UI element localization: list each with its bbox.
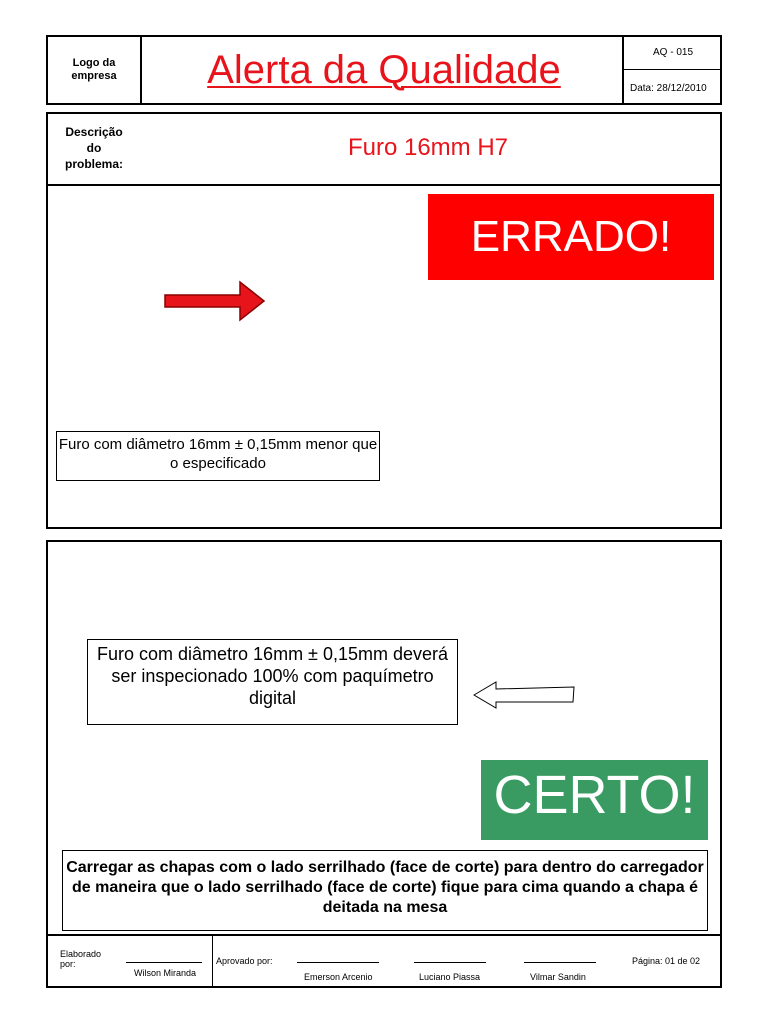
approval-footer: [46, 936, 722, 988]
instruction-box: Carregar as chapas com o lado serrilhado (face de corte) para dentro do carregador de maneira que o lado serrilhado (face de corte) fique para cima quando a chapa é deitada na mesa: [62, 850, 708, 931]
signature-line: [524, 962, 596, 963]
problem-value: Furo 16mm H7: [347, 134, 509, 161]
right-banner: [481, 760, 708, 840]
code-cell: [622, 37, 722, 103]
approved-label: Aprovado por:: [216, 956, 273, 966]
document-code: AQ - 015: [652, 47, 694, 58]
approver-name: Luciano Piassa: [419, 972, 481, 982]
wrong-banner: [428, 194, 714, 280]
signature-line: [297, 962, 379, 963]
problem-label-text: Descrição do problema:: [64, 125, 123, 171]
wrong-banner-text: ERRADO!: [470, 212, 672, 261]
right-arrow-icon: [164, 280, 266, 322]
problem-row: [48, 114, 720, 186]
left-arrow-icon: [472, 680, 576, 710]
wrong-note: Furo com diâmetro 16mm ± 0,15mm menor que o especificado: [56, 431, 380, 481]
problem-label: [48, 124, 140, 172]
footer-divider: [212, 936, 213, 986]
right-note: Furo com diâmetro 16mm ± 0,15mm deverá ser inspecionado 100% com paquímetro digital: [87, 639, 458, 725]
logo-placeholder: [48, 37, 142, 103]
page-title: Alerta da Qualidade: [207, 47, 561, 92]
right-section: [46, 540, 722, 936]
right-banner-text: CERTO!: [493, 765, 696, 825]
divider: [624, 69, 722, 70]
document-date: Data: 28/12/2010: [630, 83, 707, 94]
header: [46, 35, 722, 105]
page-number: Página: 01 de 02: [632, 956, 701, 966]
title-cell: [140, 37, 628, 103]
approver-name: Emerson Arcenio: [304, 972, 373, 982]
approver-name: Vilmar Sandin: [530, 972, 586, 982]
prepared-label: Elaborado por:: [60, 949, 102, 969]
wrong-section: [46, 112, 722, 529]
logo-label: Logo da empresa: [71, 57, 117, 82]
signature-line: [126, 962, 202, 963]
prepared-name: Wilson Miranda: [134, 968, 197, 978]
signature-line: [414, 962, 486, 963]
